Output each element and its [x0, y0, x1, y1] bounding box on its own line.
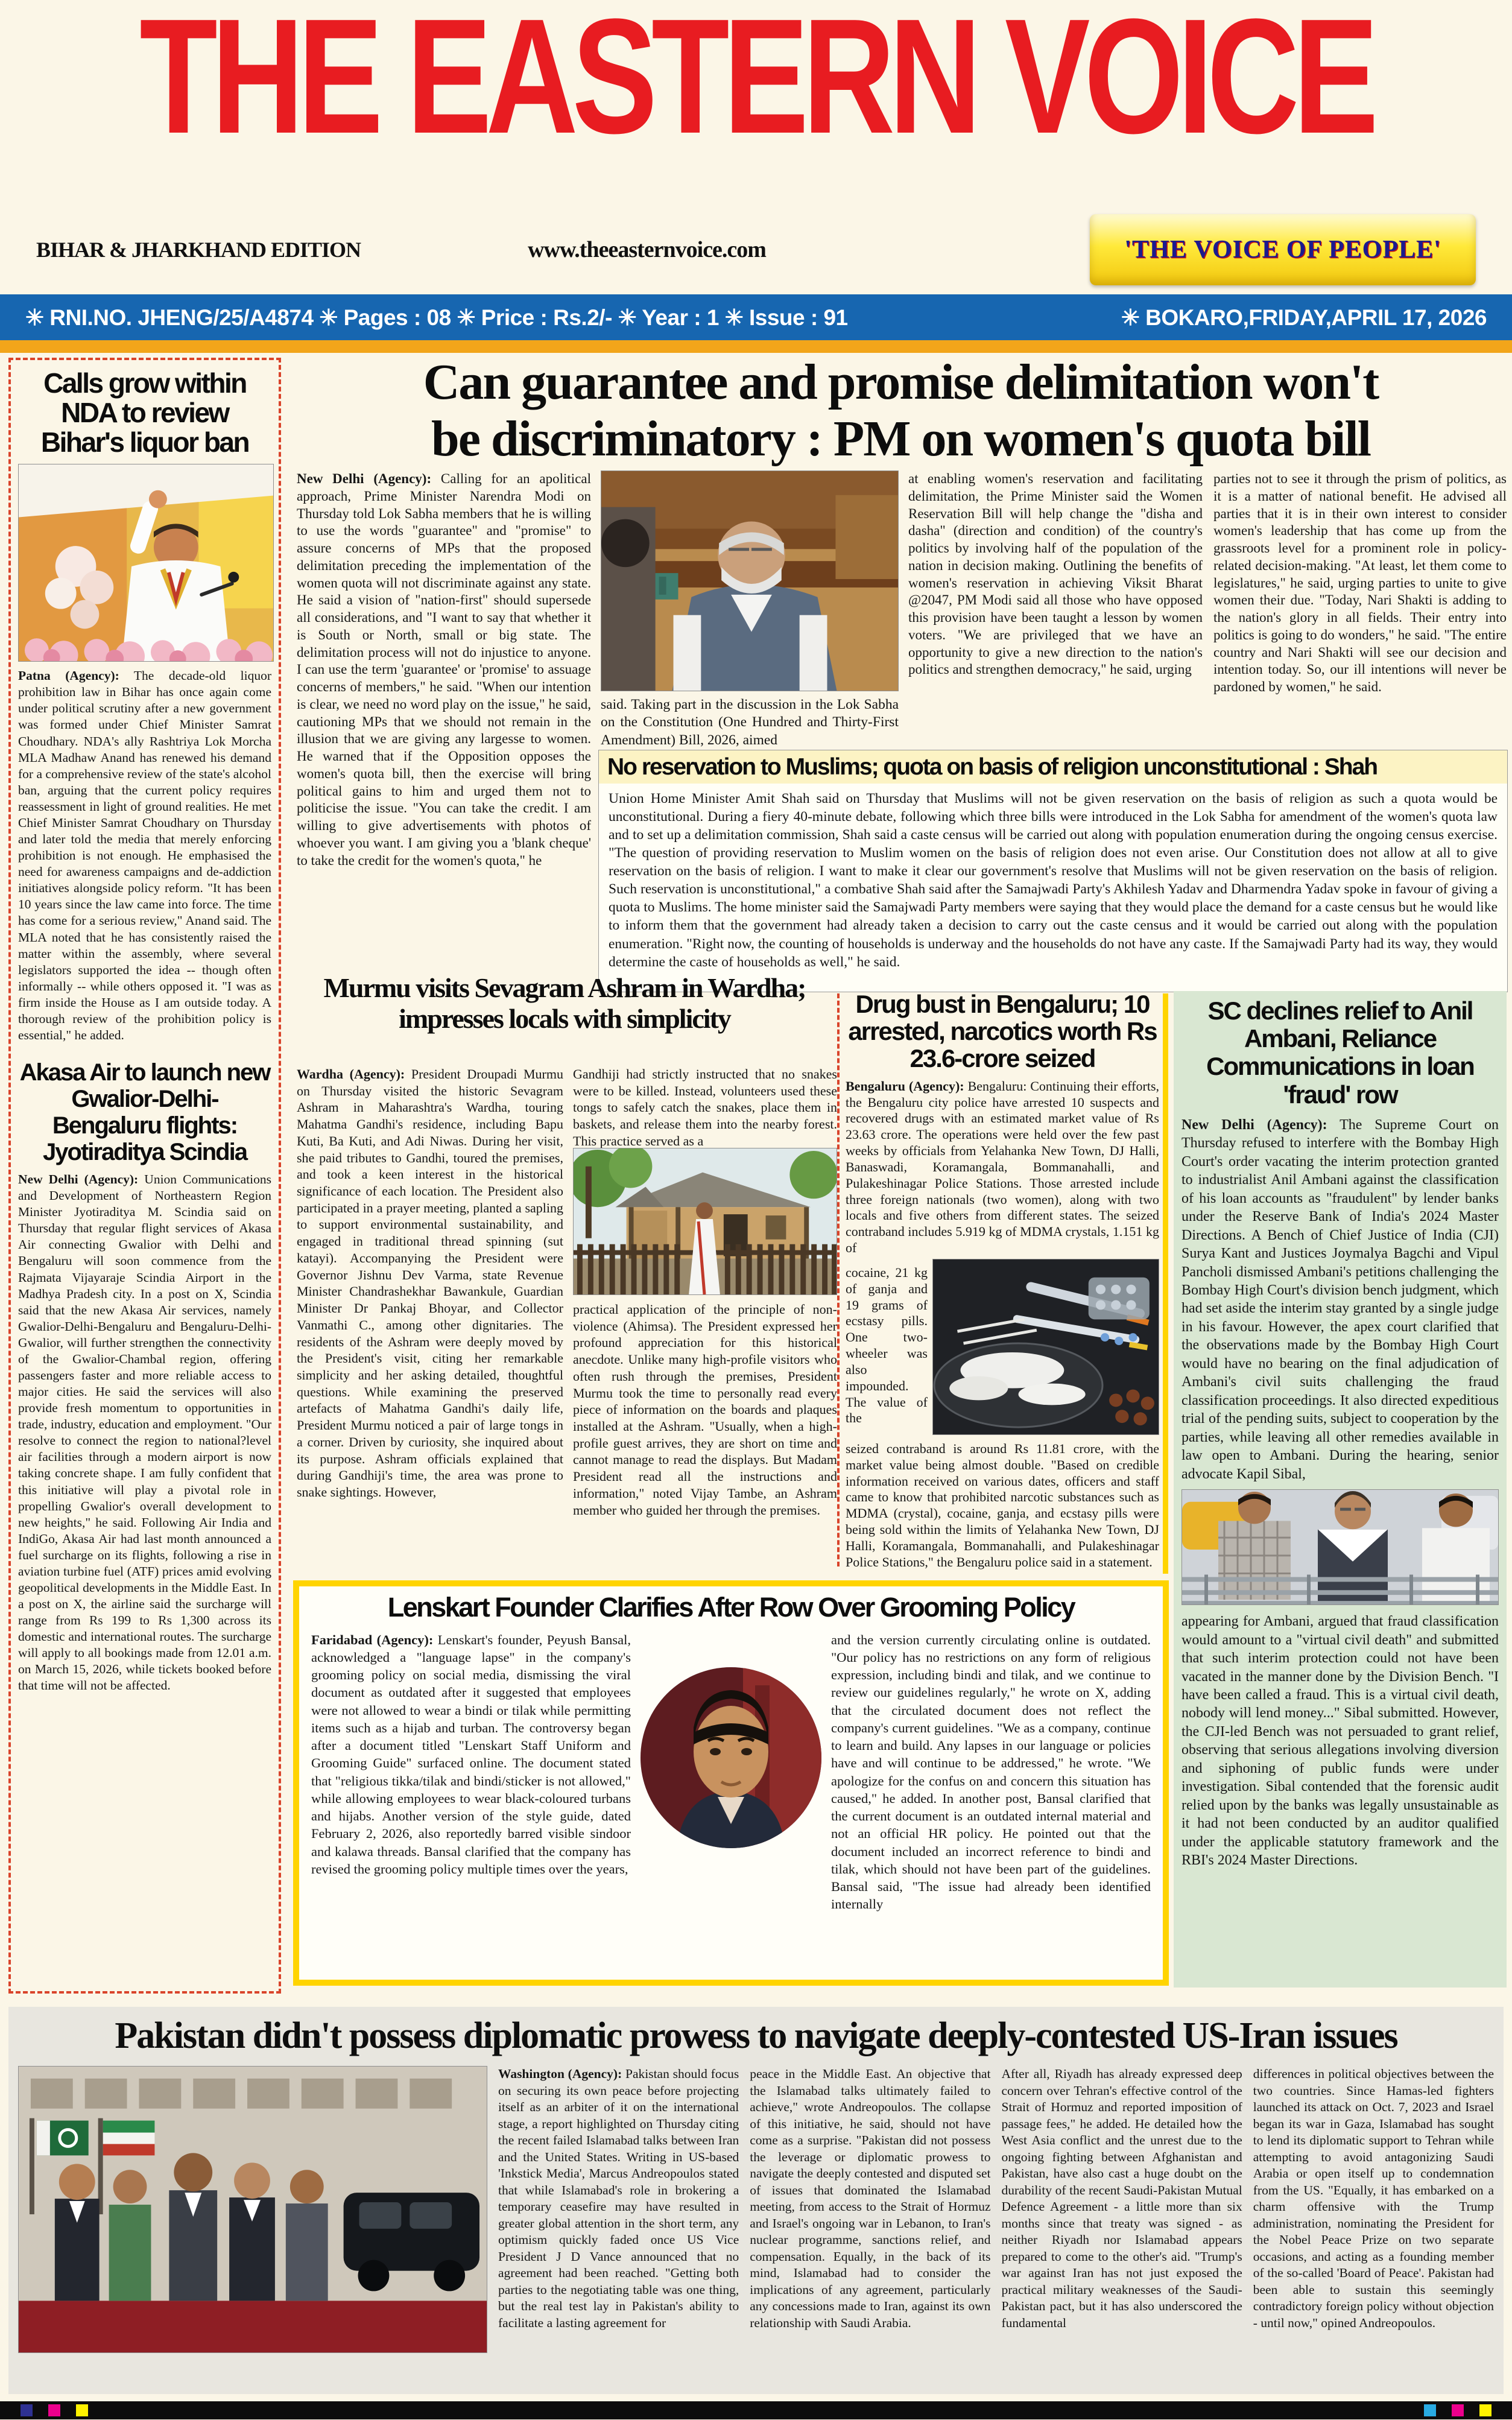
diplomats-meeting-photo [18, 2066, 487, 2353]
masthead-subrow [0, 205, 1512, 294]
print-color-mark [21, 2404, 33, 2416]
column-separator-yellow [1163, 993, 1168, 1574]
article-body-bottom: appearing for Ambani, argued that fraud classification would amount to a "virtual civil death" and submitted that such interim protection could not have been vacated in the manner done by the Division Bench. "I have been called a fraud. This is a virtual civil death, nobody will lend money..." Sibal submitted. However, the CJI-led Bench was not persuaded to grant relief, observing that serious allegations involving diversion and siphoning of public funds were under investigation. Sibal contended that the forensic audit relied upon by the banks was legally unsustainable as it had not been conducted by an auditor qualified under the applicable statutory framework and the RBI's 2024 Master Directions. [1181, 1614, 1499, 1869]
headline: Murmu visits Sevagram Ashram in Wardha; impresses locals with simplicity [323, 972, 806, 1034]
article-drug-bust [846, 991, 1159, 1570]
anil-ambani-photo [1181, 1489, 1499, 1605]
dateline: New Delhi (Agency): [297, 471, 432, 486]
info-bar-left: ✳ RNI.NO. JHENG/25/A4874 ✳ Pages : 08 ✳ Price : Rs.2/- ✳ Year : 1 ✳ Issue : 91 [25, 305, 848, 330]
pm-article-column-3: at enabling women's reservation and facilitating delimitation, the Prime Minister said the Women Reservation Bill will help change the "disha and dasha" (direction and condition) of the country's politics by involving half of the population of the nation in decision making. Outlining the benefits of women's reservation in achieving Viksit Bharat @2047, PM Modi said all those who have opposed this provision have been taught a lesson by women voters. "We are privileged that we have an opportunity to give a new direction to the nation's politics and strengthen democracy," he said, urging [908, 471, 1203, 677]
article-body-beside-photo: cocaine, 21 kg of ganja and 19 grams of ecstasy pills. One two-wheeler was also impounded. The value of the [846, 1264, 928, 1426]
dateline: Faridabad (Agency): [311, 1632, 434, 1647]
article-body-top: New Delhi (Agency): The Supreme Court on Thursday refused to interfere with the Bombay High Court's order vacating the interim protection granted to industrialist Anil Ambani against the classification of his loan accounts as "fraudulent" by lender banks under the Reserve Bank of India's 2024 Master Directions. A Bench of Chief Justice of India (CJI) Surya Kant and Justices Joymalya Bagchi and Vipul Pancholi dismissed Ambani's petitions challenging the Bombay High Court's division bench judgment, which had set aside the interim stay granted by a single judge in his favour. However, the apex court clarified that the observations made by the Bombay High Court would have no bearing on the final adjudication of Ambani's civil suits challenging the fraud classification proceedings. It also directed expeditious trial of the pending suits, subject to cooperation by the parties, while leaving all other remedies available in law open to Ambani. During the hearing, senior advocate Kapil Sibal, [1181, 1117, 1499, 1482]
article-murmu-headline [293, 973, 836, 1034]
headline: Calls grow within NDA to review Bihar's liquor ban [40, 367, 249, 458]
article-body-top: Bengaluru (Agency): Bengaluru: Continuing their efforts, the Bengaluru city police have arrested 10 suspects and recovered drugs with an estimated market value of Rs 23.63 crore. The operations were held over the few past weeks by officials from Yelahanka New Town, DJ Halli, Banaswadi, Koramangala, Bommanahalli, and Pulakeshinagar Police Stations. Those arrested include three foreign nationals (two women), along with two locals and five others from different states. The seized contraband includes 5.919 kg of MDMA crystals, 1.151 kg of [846, 1078, 1159, 1256]
seized-narcotics-photo [932, 1259, 1159, 1435]
masthead [0, 0, 1512, 205]
murmu-column-2-bottom: practical application of the principle of non-violence (Ahimsa). The President expressed her profound appreciation for this historical anecdote. Unlike many high-profile visitors who often rush through the premises, President Murmu took the time to personally read every piece of information on the boards and plaques installed at the Ashram. "Usually, when a high-profile guest arrives, they are short on time and cannot manage to read the displays. But Madam President read all the instructions and information," noted Vijay Tambe, an Ashram member who guided her through the premises. [573, 1302, 837, 1518]
pakistan-column-1: Washington (Agency): Pakistan should focus on securing its own peace before projecting itself as an arbiter of it on the international stage, a report highlighted on Thursday citing the recent failed Islamabad talks between Iran and the United States. Writing in US-based 'Inkstick Media', Marcus Andreopoulos stated that while Islamabad's role in brokering a temporary ceasefire may have resulted in greater global attention in the short term, any optimism quickly faded once US Vice President J D Vance announced that no agreement had been reached. "Getting both parties to the negotiating table was one thing, but the real test lay in Pakistan's ability to facilitate a lasting agreement for [498, 2067, 739, 2330]
headline: Drug bust in Bengaluru; 10 arrested, narcotics worth Rs 23.6-crore seized [848, 991, 1157, 1072]
dateline: Patna (Agency): [18, 668, 119, 683]
headline: No reservation to Muslims; quota on basis of religion unconstitutional : Shah [599, 750, 1507, 784]
headline: Akasa Air to launch new Gwalior-Delhi-Bengaluru flights: Jyotiraditya Scindia [19, 1059, 270, 1166]
info-bar-date: ✳ BOKARO,FRIDAY,APRIL 17, 2026 [1121, 305, 1487, 330]
orange-divider [0, 340, 1512, 353]
peyush-bansal-photo [641, 1667, 821, 1848]
column-separator-dashed [837, 993, 840, 1566]
pm-article-column-1: New Delhi (Agency): Calling for an apolitical approach, Prime Minister Narendra Modi on Thursday told Lok Sabha members that he is willing to use the words "guarantee" and "promise" to assure concerns of MPs that the proposed delimitation preceding the implementation of the women quota will not discriminate against any state. He said a vision of "nation-first" should supersede all considerations, and "I want to say that whether it is South or North, small or big state. The delimitation process will not do injustice to anyone. I can use the term 'guarantee' or 'promise' to assuage concerns of members," he said. "When our intention is clear, we need no word play on the issue," he said, cautioning MPs that we should not remain in the illusion that we are giving any largesse to women. He warned that if the Opposition opposes the women's quota bill, then the exercise will bring political gains to him and urged them not to politicise the issue. "You can take the credit. I am willing to give advertisements with photos of whoever you want. I am giving you a 'blank cheque' to take the credit for the women's quota," he [297, 471, 591, 868]
info-bar [0, 294, 1512, 340]
lenskart-column-2: and the version currently circulating online is outdated. "Our policy has no restrictions on any form of religious expression, including bindi and tilak, and we continue to review our guidelines regularly," he wrote on X, adding that the circulated document does not reflect the company's current guidelines. "We as a company, continue to learn and build. Any lapses in our language or policies have and will continue to be addressed," he wrote. "We apologize for the confus on and concern this situation has caused," he added. In another post, Bansal clarified that the current document is an outdated internal material and not an official HR policy. He pointed out that the document included an incorrect reference to bindi and tilak, which should not have been part of the guidelines. Bansal said, "The issue had already been identified internally [831, 1632, 1151, 1912]
article-sc-ambani [1174, 991, 1507, 1988]
print-color-mark [1424, 2404, 1436, 2416]
photo-caption: said. Taking part in the discussion in the Lok Sabha on the Constitution (One Hundred and Thirty-First Amendment) Bill, 2026, aimed [601, 697, 899, 748]
dateline: Wardha (Agency): [297, 1066, 405, 1082]
print-registration-bar [0, 2401, 1512, 2419]
dateline: Washington (Agency): [498, 2067, 622, 2082]
print-color-mark [48, 2404, 60, 2416]
pakistan-column-2: peace in the Middle East. An objective that the Islamabad talks ultimately failed to achieve," wrote Andreopoulos. The collapse of this initiative, he said, should not have come as a surprise. "Pakistan did not possess the leverage or diplomatic prowess to navigate the deeply contested and disputed set of issues that dominated the Islamabad meeting, from access to the Strait of Hormuz and Israel's ongoing war in Lebanon, to Iran's nuclear programme, sanctions relief, and compensation. Equally, in the back of its mind, Islamabad had to consider the implications of any agreement, particularly any concessions made to Iran, against its own relationship with Saudi Arabia. [750, 2067, 991, 2330]
pm-article-column-2 [601, 470, 899, 772]
article-body: New Delhi (Agency): Union Communications and Development of Northeastern Region Minister Jyotiraditya M. Scindia said on Thursday that regular flight services of Akasa Air connecting Gwalior with Delhi and Bengaluru will soon commence from the Rajmata Vijayaraje Scindia Airport in the Madhya Pradesh city. In a post on X, Scindia said that the new Akasa Air services, namely Gwalior-Delhi-Bengaluru and Bengaluru-Delhi-Gwalior, will further strengthen the connectivity of the Gwalior-Chambal region, offering passengers faster and more reliable access to major cities. He said the services will also provide fresh momentum to opportunities in trade, industry, education and employment. "Our resolve to connect the region to national?level air facilities through a modern airport is now taking concrete shape. I am fully confident that this initiative will play a pivotal role in propelling Gwalior's overall development to new heights," he said. Following Air India and IndiGo, Akasa Air had last month announced a fuel surcharge on its flights, following a rise in aviation turbine fuel (ATF) prices amid evolving geopolitical developments in the Middle East. In a post on X, the airline said the surcharge will range from Rs 199 to Rs 1,300 across its domestic and international routes. The surcharge will apply to all bookings made from 12.01 a.m. on March 15, 2026, while tickets booked before that time will not be affected. [18, 1172, 272, 1693]
article-lenskart [293, 1580, 1169, 1986]
article-shah-quota [598, 750, 1508, 992]
slogan-badge [1090, 214, 1476, 285]
dateline: New Delhi (Agency): [1181, 1117, 1327, 1133]
edition-label: BIHAR & JHARKHAND EDITION [36, 238, 361, 262]
murmu-column-2-top: Gandhiji had strictly instructed that no snakes were to be killed. Instead, volunteers used these tongs to safely catch the snakes, place them in baskets, and release them into the nearby forest. This practice served as a [573, 1066, 837, 1148]
dateline: New Delhi (Agency): [18, 1172, 139, 1187]
slogan-text: 'THE VOICE OF PEOPLE' [1124, 236, 1441, 264]
headline-line-2: be discriminatory : PM on women's quota bill [431, 411, 1370, 467]
liquor-rally-photo [18, 464, 274, 662]
article-pm-quota-headline [289, 354, 1512, 467]
print-color-marks-right [1424, 2404, 1491, 2416]
article-body: Patna (Agency): The decade-old liquor prohibition law in Bihar has once again come under political scrutiny after a new government was formed under Chief Minister Samrat Choudhary. NDA's ally Rashtriya Lok Morcha MLA Madhaw Anand has renewed his demand for a comprehensive review of the state's alcohol ban, arguing that the current policy requires reassessment in light of ground realities. He met Chief Minister Samrat Choudhary on Thursday and later told the media that merely enforcing prohibition is not enough. He emphasised the need for awareness campaigns and de-addiction initiatives alongside policy reform. "It has been 10 years since the law came into force. The time has come for a serious review," Anand said. The MLA noted that he has consistently raised the matter within the assembly, where several legislators supported the idea -- though often informally -- while others opposed it. "I was as firm inside the House as I am outside today. A thorough review of the prohibition policy is essential," he added. [18, 668, 271, 1042]
article-body-bottom: seized contraband is around Rs 11.81 crore, with the market value being almost double. "Based on credible information received on various dates, officers and staff came to know that prohibited narcotic substances such as MDMA (crystal), cocaine, ganja, and ecstasy pills were being sold within the limits of Yelahanka New Town, DJ Halli, Koramangala, Bommanahalli, and Pulakeshinagar Police Stations," the Bengaluru police said in a statement. [846, 1440, 1159, 1570]
pakistan-column-3: After all, Riyadh has already expressed deep concern over Tehran's effective control of the Strait of Hormuz and reported imposition of passage fees," he added. He detailed how the West Asia conflict and the unrest due to the ongoing fighting between Afghanistan and Pakistan, have also cast a huge doubt on the durability of the recent Saudi-Pakistan Mutual Defence Agreement - a little more than six months since that treaty was signed - as neither Riyadh nor Islamabad appears prepared to come to the other's aid. "Trump's war against Iran has not just exposed the practical military weaknesses of the Saudi-Pakistan pact, but it has also underscored the fundamental [1001, 2067, 1242, 2330]
website-text: www.theeasternvoice.com [528, 237, 766, 262]
headline: Lenskart Founder Clarifies After Row Over Grooming Policy [387, 1592, 1075, 1623]
headline-line-1: Can guarantee and promise delimitation won't [423, 354, 1379, 410]
print-color-marks-left [21, 2404, 88, 2416]
modi-lok-sabha-photo [601, 470, 899, 691]
pm-article-column-4: parties not to see it through the prism of politics, as it is a matter of national benefit. He advised all parties that it is in their own interest to consider women's leadership that has come up from the grassroots level for a prominent role in policy-related decision-making. "At least, let them come to legislatures," he said, urging parties to unite to give women their due. "Today, Nari Shakti is adding to the nation's glory in all fields. Their entry into politics is going to do wonders," he said. "The entire country and Nari Shakti will see our decision and intention today. So, our ill intentions will never be pardoned by women," he said. [1213, 471, 1507, 694]
headline: Pakistan didn't possess diplomatic prowess to navigate deeply-contested US-Iran issues [115, 2015, 1397, 2056]
lenskart-column-1: Faridabad (Agency): Lenskart's founder, Peyush Bansal, acknowledged a "language lapse" in the company's grooming policy on social media, dismissing the viral document as outdated after it suggested that employees were not allowed to wear a bindi or tilak while permitting items such as a hijab and turban. The controversy began after a document titled "Lenskart Staff Uniform and Grooming Guide" surfaced online. The document stated that "religious tikka/tilak and bindi/sticker is not allowed," while allowing employees to wear black-coloured turbans and hijabs. Another version of the style guide, dated February 2, 2026, also reportedly barred visible sindoor and kalawa threads. Bansal clarified that the company has revised the grooming policy multiple times over the years, [311, 1632, 631, 1877]
murmu-column-1: Wardha (Agency): President Droupadi Murmu on Thursday visited the historic Sevagram Ashram in Maharashtra's Wardha, touring Mahatma Gandhi's residence, including Bapu Kuti, Ba Kuti, and Adi Niwas. During her visit, she paid tributes to Gandhi, toured the premises, and took a keen interest in the historical significance of each location. The President also participated in a prayer meeting, planted a sapling to support environmental sustainability, and engaged in traditional thread spinning (sut katayi). Accompanying the President were Governor Jishnu Dev Varma, state Revenue Minister Chandrashekhar Bawankule, Guardian Minister Dr Pankaj Bhoyar, and Collector Vanmathi C., among other dignitaries. The residents of the Ashram were deeply moved by the President's visit, citing her remarkable simplicity and her asking detailed, thoughtful questions. While examining the preserved artefacts of Mahatma Gandhi's daily life, President Murmu noticed a pair of large tongs in a corner. Driven by curiosity, she inquired about its purpose. Ashram officials explained that during Gandhiji's time, the area was prone to snake sightings. However, [297, 1066, 563, 1500]
masthead-title: THE EASTERN VOICE [139, 0, 1373, 168]
article-liquor-ban [8, 358, 281, 1994]
article-body: Union Home Minister Amit Shah said on Thursday that Muslims will not be given reservation on the basis of religion as such a quota would be unconstitutional. During a fiery 40-minute debate, following which three bills were introduced in the Lok Sabha for amendment of the women's quota law and to set up a delimitation commission, Shah said a caste census will be carried out along with population enumeration during the ongoing census exercise. "The question of providing reservation to Muslim women on the basis of religion does not even arise. Our Constitution does not allow at all to give reservation on the basis of religion. I want to make it clear our government's resolve that Muslims will not be given reservation on the basis of religion. Such reservation is unconstitutional," a combative Shah said after the Samajwadi Party's Akhilesh Yadav and Dharmendra Yadav spoke in favour of giving a quota to Muslims. The home minister said the Samajwadi Party members were saying that they would place the demand for a caste census but he would like to inform them that the government had already taken a decision to carry out the caste census and it would be carried out along with the population enumeration. "Right now, the counting of households is underway and the households do not have any caste. If the Samajwadi Party had its way, they would determine the caste of households as well," he said. [609, 790, 1498, 970]
print-color-mark [76, 2404, 88, 2416]
headline: SC declines relief to Anil Ambani, Reliance Communications in loan 'fraud' row [1206, 996, 1474, 1109]
sevagram-ashram-photo [573, 1148, 837, 1295]
pakistan-column-4: differences in political objectives between the two countries. Since Hamas-led fighters launched its attack on Oct. 7, 2023 and Israel began its war in Gaza, Islamabad has sought to lend its diplomatic support to Tehran while attempting to avoid antagonizing Saudi Arabia or open itself up to condemnation from the US. "Equally, it has embarked on a charm offensive with the Trump administration, nominating the President for the Nobel Peace Prize on two separate occasions, and acting as a founding member of the so-called 'Board of Peace'. Pakistan had been able to sustain this seemingly contradictory foreign policy without objection - until now," opined Andreopoulos. [1253, 2067, 1494, 2330]
print-color-mark [1479, 2404, 1491, 2416]
dateline: Bengaluru (Agency): [846, 1078, 964, 1094]
article-pakistan-us-iran [8, 2007, 1504, 2394]
print-color-mark [1452, 2404, 1464, 2416]
